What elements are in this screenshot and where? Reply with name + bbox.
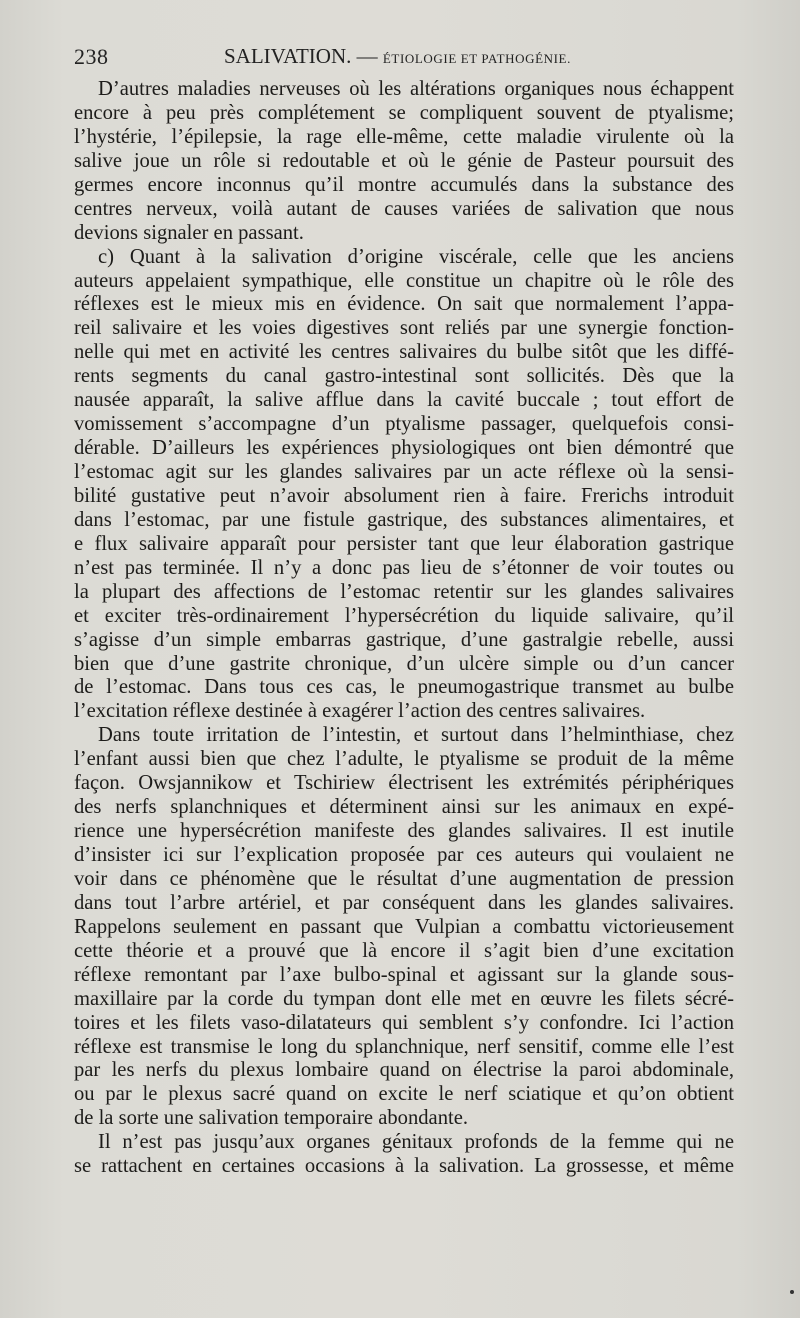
text-line: façon. Owsjannikow et Tschiriew électrisent les extrémités périphériques: [74, 772, 734, 795]
text-line: bien que d’une gastrite chronique, d’un ulcère simple ou d’un cancer: [74, 652, 734, 675]
text-line: maxillaire par la corde du tympan dont elle met en œuvre les filets sécré-: [74, 987, 734, 1010]
text-line: reil salivaire et les voies digestives sont reliés par une synergie fonction-: [74, 317, 734, 340]
text-line: vomissement s’accompagne d’un ptyalisme passager, quelquefois consi-: [74, 413, 734, 436]
text-line: n’est pas terminée. Il n’y a donc pas lieu de s’étonner de voir toutes ou: [74, 556, 734, 579]
text-line: et exciter très-ordinairement l’hypersécrétion du liquide salivaire, qu’il: [74, 604, 734, 627]
text-line: e flux salivaire apparaît pour persister tant que leur élaboration gastrique: [74, 532, 734, 555]
text-line: ou par le plexus sacré quand on excite le nerf sciatique et qu’on obtient: [74, 1083, 734, 1106]
text-line: encore à peu près complétement se compliquent souvent de ptyalisme;: [74, 101, 734, 124]
text-line: Rappelons seulement en passant que Vulpian a combattu victorieusement: [74, 915, 734, 938]
text-line: l’hystérie, l’épilepsie, la rage elle-même, cette maladie virulente où la: [74, 125, 734, 148]
text-line: centres nerveux, voilà autant de causes variées de salivation que nous: [74, 197, 734, 220]
text-line: nausée apparaît, la salive afflue dans la cavité buccale ; tout effort de: [74, 389, 734, 412]
text-line: par les nerfs du plexus lombaire quand on électrise la paroi abdominale,: [74, 1059, 734, 1082]
text-line: nelle qui met en activité les centres salivaires du bulbe sitôt que les diffé-: [74, 341, 734, 364]
text-line: Dans toute irritation de l’intestin, et surtout dans l’helminthiase, chez: [98, 724, 734, 747]
paper-speck: [790, 1290, 794, 1294]
text-line: D’autres maladies nerveuses où les altérations organiques nous échappent: [98, 78, 734, 100]
text-line: des nerfs splanchniques et déterminent ainsi sur les animaux en expé-: [74, 796, 734, 819]
page-number: 238: [74, 44, 109, 69]
text-line: réflexes est le mieux mis en évidence. On sait que normalement l’appa-: [74, 293, 734, 316]
section-subtitle: ÉTIOLOGIE ET PATHOGÉNIE.: [382, 51, 571, 66]
text-line: d’insister ici sur l’explication proposée par ces auteurs qui voulaient ne: [74, 844, 734, 866]
text-line: dans tout l’arbre artériel, et par conséquent dans les glandes salivaires.: [74, 891, 734, 914]
text-line: de l’estomac. Dans tous ces cas, le pneumogastrique transmet au bulbe: [74, 676, 734, 699]
text-line: cette théorie et a prouvé que là encore il s’agit bien d’une excitation: [74, 939, 734, 962]
text-line: s’agisse d’un simple embarras gastrique, d’une gastralgie rebelle, aussi: [74, 628, 734, 651]
text-line: salive joue un rôle si redoutable et où le génie de Pasteur poursuit des: [74, 149, 734, 172]
text-line: l’enfant aussi bien que chez l’adulte, le ptyalisme se produit de la même: [74, 748, 734, 771]
text-line: réflexe est transmise le long du splanchnique, nerf sensitif, comme elle l’est: [74, 1035, 734, 1058]
text-line: réflexe remontant par l’axe bulbo-spinal et agissant sur la glande sous-: [74, 963, 734, 986]
text-line: germes encore inconnus qu’il montre accumulés dans la substance des: [74, 173, 734, 196]
text-line: Il n’est pas jusqu’aux organes génitaux profonds de la femme qui ne: [98, 1131, 734, 1154]
text-line: rents segments du canal gastro-intestinal sont sollicités. Dès que la: [74, 365, 734, 388]
text-line: l’estomac agit sur les glandes salivaires par un acte réflexe où la sensi-: [74, 461, 734, 483]
text-line: de la sorte une salivation temporaire abondante.: [74, 1107, 468, 1130]
body-text: [74, 78, 734, 1179]
text-line: dans l’estomac, par une fistule gastrique, des substances alimentaires, et: [74, 508, 734, 531]
text-line: se rattachent en certaines occasions à la salivation. La grossesse, et même: [74, 1155, 734, 1178]
text-line: c) Quant à la salivation d’origine viscérale, celle que les anciens: [98, 245, 734, 268]
title-dash: —: [351, 44, 383, 68]
running-header: [74, 44, 738, 70]
text-line: devions signaler en passant.: [74, 221, 304, 244]
text-line: bilité gustative peut n’avoir absolument rien à faire. Frerichs introduit: [74, 484, 734, 507]
text-line: la plupart des affections de l’estomac retentir sur les glandes salivaires: [74, 580, 734, 603]
text-line: dérable. D’ailleurs les expériences physiologiques ont bien démontré que: [74, 437, 734, 460]
text-line: toires et les filets vaso-dilatateurs qui semblent s’y confondre. Ici l’action: [74, 1011, 734, 1034]
text-line: voir dans ce phénomène que le résultat d’une augmentation de pression: [74, 867, 734, 890]
running-title: [224, 44, 571, 69]
text-line: auteurs appelaient sympathique, elle constitue un chapitre où le rôle des: [74, 269, 734, 292]
text-line: l’excitation réflexe destinée à exagérer l’action des centres salivaires.: [74, 700, 646, 723]
text-line: rience une hypersécrétion manifeste des glandes salivaires. Il est inutile: [74, 820, 734, 843]
chapter-title: SALIVATION.: [224, 44, 352, 68]
